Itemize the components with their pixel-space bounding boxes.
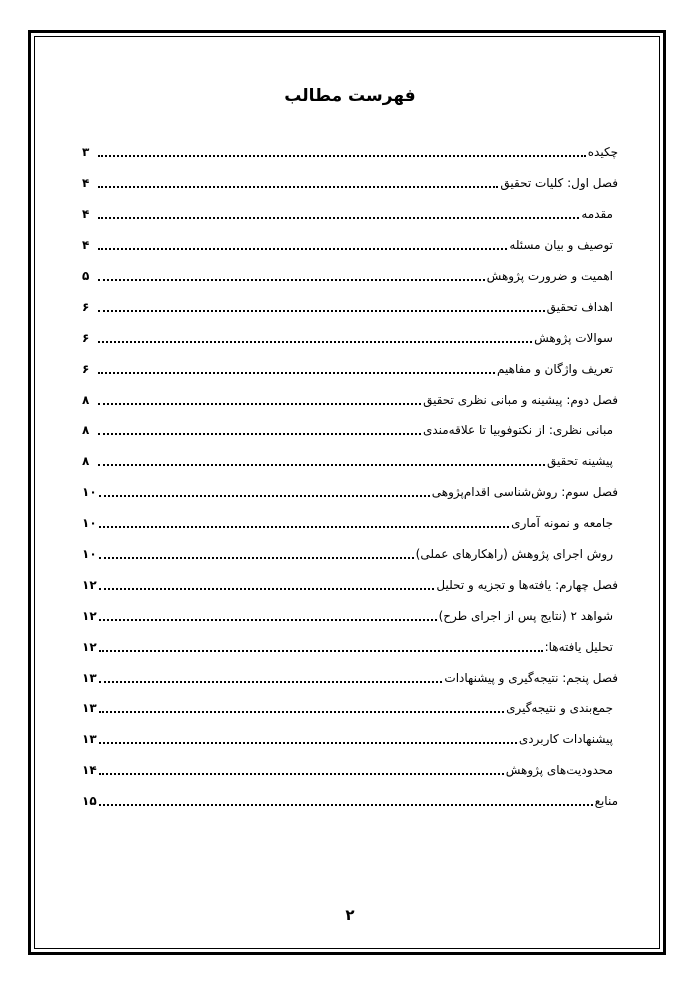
toc-entry — [82, 261, 618, 292]
toc-entry-page: ۱۳ — [82, 732, 97, 747]
toc-entry — [82, 446, 618, 477]
toc-entry — [82, 353, 618, 384]
page-number: ۲ — [345, 906, 355, 924]
toc-entry — [82, 508, 618, 539]
toc-entry — [82, 724, 618, 755]
toc-entry — [82, 477, 618, 508]
toc-entry — [82, 291, 618, 322]
toc-entry-label: محدودیت‌های پژوهش — [505, 763, 613, 778]
toc-entry-page: ۱۰ — [82, 485, 97, 500]
toc-entry — [82, 693, 618, 724]
toc-entry-page: ۸ — [82, 392, 90, 407]
toc-entry-label: روش اجرای پژوهش (راهکارهای عملی) — [415, 547, 613, 562]
toc-entry-label: جامعه و نمونه آماری — [511, 516, 613, 531]
toc-entry-page: ۱۰ — [82, 547, 97, 562]
toc-entry-label: جمع‌بندی و نتیجه‌گیری — [506, 701, 613, 716]
toc-entry-label: شواهد ۲ (نتایج پس از اجرای طرح) — [438, 608, 613, 623]
toc-entry-label: تحلیل یافته‌ها: — [544, 639, 613, 654]
dot-leader — [98, 310, 545, 312]
toc-entry — [82, 631, 618, 662]
dot-leader — [99, 681, 443, 683]
toc-entry-label: تعریف واژگان و مفاهیم — [497, 361, 613, 376]
toc-entry-label: فصل سوم: روش‌شناسی اقدام‌پژوهی — [431, 485, 618, 500]
toc-entry — [82, 539, 618, 570]
dot-leader — [99, 742, 517, 744]
toc-entry-label: اهداف تحقیق — [546, 299, 613, 314]
dot-leader — [98, 155, 586, 157]
dot-leader — [99, 650, 543, 652]
toc-entry — [82, 384, 618, 415]
toc-entry — [82, 786, 618, 817]
toc-entry — [82, 137, 618, 168]
toc-entry-page: ۶ — [82, 361, 90, 376]
dot-leader — [98, 341, 532, 343]
toc-entry-page: ۱۲ — [82, 577, 97, 592]
toc-entry — [82, 755, 618, 786]
toc-entry — [82, 199, 618, 230]
toc-entry-page: ۱۳ — [82, 701, 97, 716]
toc-entry-page: ۵ — [82, 269, 90, 283]
dot-leader — [99, 619, 437, 621]
dot-leader — [98, 464, 545, 466]
toc-entry-label: فصل چهارم: یافته‌ها و تجزیه و تحلیل — [436, 577, 618, 592]
toc-entry — [82, 415, 618, 446]
toc-entry-label: فصل پنجم: نتیجه‌گیری و پیشنهادات — [444, 670, 618, 685]
toc-entry-page: ۳ — [82, 145, 90, 160]
toc-entry-page: ۱۵ — [82, 794, 97, 809]
toc-entry-label: پیشنهادات کاربردی — [518, 732, 613, 747]
toc-entry-label: پیشینه تحقیق — [547, 454, 613, 469]
toc-entry-page: ۴ — [82, 176, 90, 191]
dot-leader — [99, 557, 414, 559]
toc-entry — [82, 600, 618, 631]
toc-entry — [82, 230, 618, 261]
dot-leader — [99, 526, 510, 528]
toc-entry-label: منابع — [594, 794, 618, 809]
dot-leader — [98, 248, 507, 250]
page-title: فهرست مطالب — [284, 86, 416, 106]
toc-entry-label: مبانی نظری: از نکتوفوبیا تا علاقه‌مندی — [422, 423, 613, 438]
dot-leader — [99, 588, 435, 590]
dot-leader — [98, 279, 485, 281]
toc-entry-page: ۶ — [82, 330, 90, 345]
toc-entry-page: ۱۲ — [82, 639, 97, 654]
dot-leader — [99, 711, 504, 713]
toc-entry-label: اهمیت و ضرورت پژوهش — [486, 269, 613, 283]
toc-entry-page: ۴ — [82, 207, 90, 222]
dot-leader — [99, 495, 430, 497]
toc-entry-label: توصیف و بیان مسئله — [509, 238, 613, 253]
toc-entry-page: ۱۰ — [82, 516, 97, 531]
toc-entry-page: ۱۳ — [82, 670, 97, 685]
toc-entry-label: مقدمه — [581, 207, 613, 222]
toc-entry — [82, 569, 618, 600]
dot-leader — [98, 186, 498, 188]
toc-entry-page: ۸ — [82, 423, 90, 438]
table-of-contents — [82, 137, 618, 817]
toc-entry-page: ۱۴ — [82, 763, 97, 778]
toc-entry-page: ۴ — [82, 238, 90, 253]
dot-leader — [98, 372, 495, 374]
toc-entry-label: فصل اول: کلیات تحقیق — [500, 176, 618, 191]
toc-entry-page: ۸ — [82, 454, 90, 469]
dot-leader — [98, 433, 421, 435]
toc-entry-label: چکیده — [587, 145, 618, 160]
toc-entry — [82, 662, 618, 693]
toc-entry — [82, 168, 618, 199]
toc-entry — [82, 322, 618, 353]
dot-leader — [98, 403, 421, 405]
toc-entry-label: فصل دوم: پیشینه و مبانی نظری تحقیق — [423, 392, 618, 407]
toc-entry-label: سوالات پژوهش — [534, 330, 613, 345]
toc-entry-page: ۶ — [82, 299, 90, 314]
dot-leader — [98, 217, 579, 219]
dot-leader — [99, 773, 504, 775]
dot-leader — [99, 804, 593, 806]
toc-entry-page: ۱۲ — [82, 608, 97, 623]
